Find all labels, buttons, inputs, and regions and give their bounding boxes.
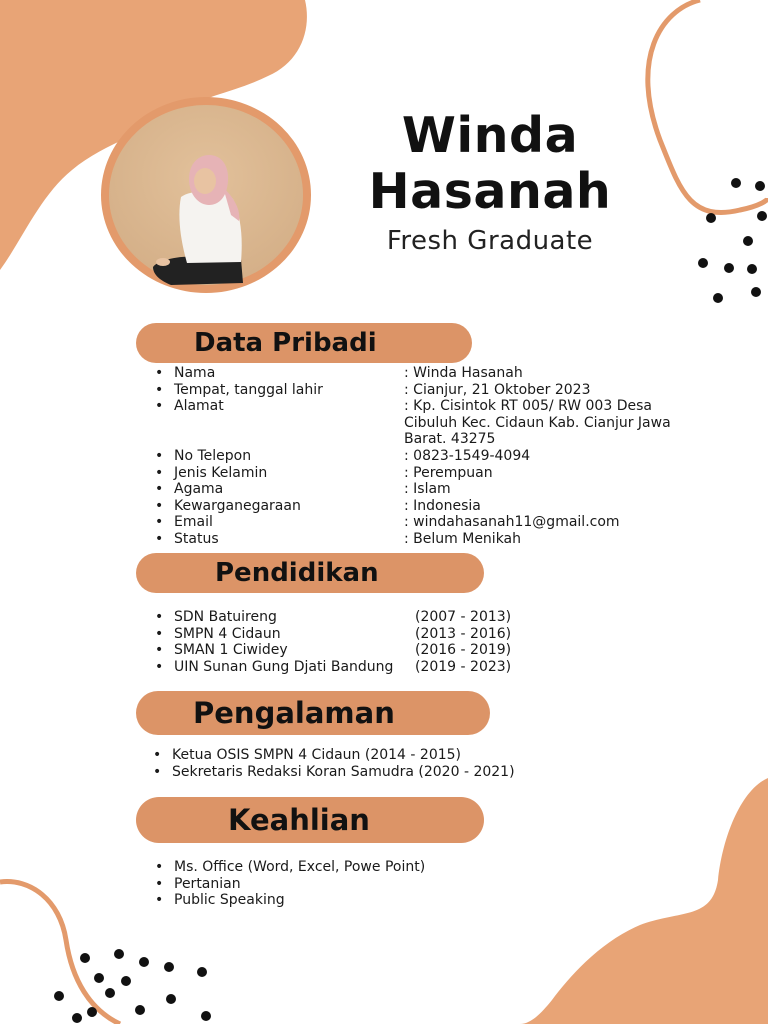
field-label: • Nama — [174, 365, 216, 381]
field-label: • Status — [174, 530, 219, 547]
section-heading-education — [136, 553, 484, 593]
field-label: • Email — [174, 514, 213, 531]
list-item — [152, 448, 712, 465]
first-name: Winda — [401, 107, 579, 164]
top-right-outline-shape — [648, 0, 768, 213]
list-item — [152, 531, 712, 548]
section-heading-skills-label: Keahlian — [228, 803, 370, 837]
list-item — [152, 465, 712, 482]
school-years: (2007 - 2013) — [415, 609, 512, 625]
field-value: : windahasanah11@gmail.com — [404, 514, 620, 531]
job-title: Fresh Graduate — [386, 226, 594, 256]
top-right-dots — [698, 178, 767, 303]
section-heading-education-label: Pendidikan — [215, 558, 379, 588]
school-years: (2013 - 2016) — [415, 625, 512, 642]
list-item — [152, 398, 712, 448]
full-name — [360, 108, 620, 220]
field-value: : Islam — [404, 481, 451, 498]
list-item — [152, 514, 712, 531]
list-item — [152, 609, 652, 626]
school-name: • SMPN 4 Cidaun — [174, 625, 281, 642]
list-item — [152, 365, 712, 382]
field-value: : Belum Menikah — [404, 530, 522, 547]
field-label: • Tempat, tanggal lahir — [174, 381, 323, 398]
section-heading-personal-label: Data Pribadi — [194, 328, 377, 358]
list-item — [152, 481, 712, 498]
profile-photo — [101, 97, 311, 293]
list-item — [152, 659, 652, 676]
education-list — [152, 609, 652, 675]
list-item: • Sekretaris Redaksi Koran Samudra (2020 - 2021) — [150, 764, 650, 781]
personal-info-list — [152, 365, 712, 548]
school-name: • UIN Sunan Gung Djati Bandung — [174, 658, 394, 675]
list-item: • Public Speaking — [152, 892, 602, 909]
list-item — [152, 382, 712, 399]
list-item: • Pertanian — [152, 876, 602, 893]
bottom-left-dots — [54, 949, 211, 1023]
section-heading-skills — [136, 797, 484, 843]
list-item: • Ketua OSIS SMPN 4 Cidaun (2014 - 2015) — [150, 747, 650, 764]
bottom-left-outline-shape — [0, 882, 120, 1024]
field-value: : Winda Hasanah — [404, 365, 523, 381]
school-name: • SDN Batuireng — [174, 609, 277, 625]
section-heading-experience — [136, 691, 490, 735]
field-value: : Perempuan — [404, 464, 493, 481]
school-years: (2019 - 2023) — [415, 658, 512, 675]
school-name: • SMAN 1 Ciwidey — [174, 642, 288, 659]
field-label: • Jenis Kelamin — [174, 464, 268, 481]
section-heading-personal — [136, 323, 472, 363]
list-item: • Ms. Office (Word, Excel, Powe Point) — [152, 859, 602, 876]
field-value: : Cianjur, 21 Oktober 2023 — [404, 381, 591, 398]
list-item — [152, 498, 712, 515]
last-name: Hasanah — [368, 163, 612, 220]
field-label: • Kewarganegaraan — [174, 497, 301, 514]
profile-photo-icon — [101, 97, 311, 293]
list-item — [152, 626, 652, 643]
field-value: : Kp. Cisintok RT 005/ RW 003 Desa Cibuluh Kec. Cidaun Kab. Cianjur Jawa Barat. 43275 — [404, 398, 671, 448]
school-years: (2016 - 2019) — [415, 642, 512, 659]
field-label: • Agama — [174, 481, 224, 498]
field-label: • No Telepon — [174, 447, 252, 464]
skills-list — [152, 859, 602, 909]
field-label: • Alamat — [174, 398, 224, 415]
experience-list — [150, 747, 650, 780]
field-value: : 0823-1549-4094 — [404, 447, 531, 464]
section-heading-experience-label: Pengalaman — [193, 696, 395, 730]
list-item — [152, 642, 652, 659]
field-value: : Indonesia — [404, 497, 481, 514]
